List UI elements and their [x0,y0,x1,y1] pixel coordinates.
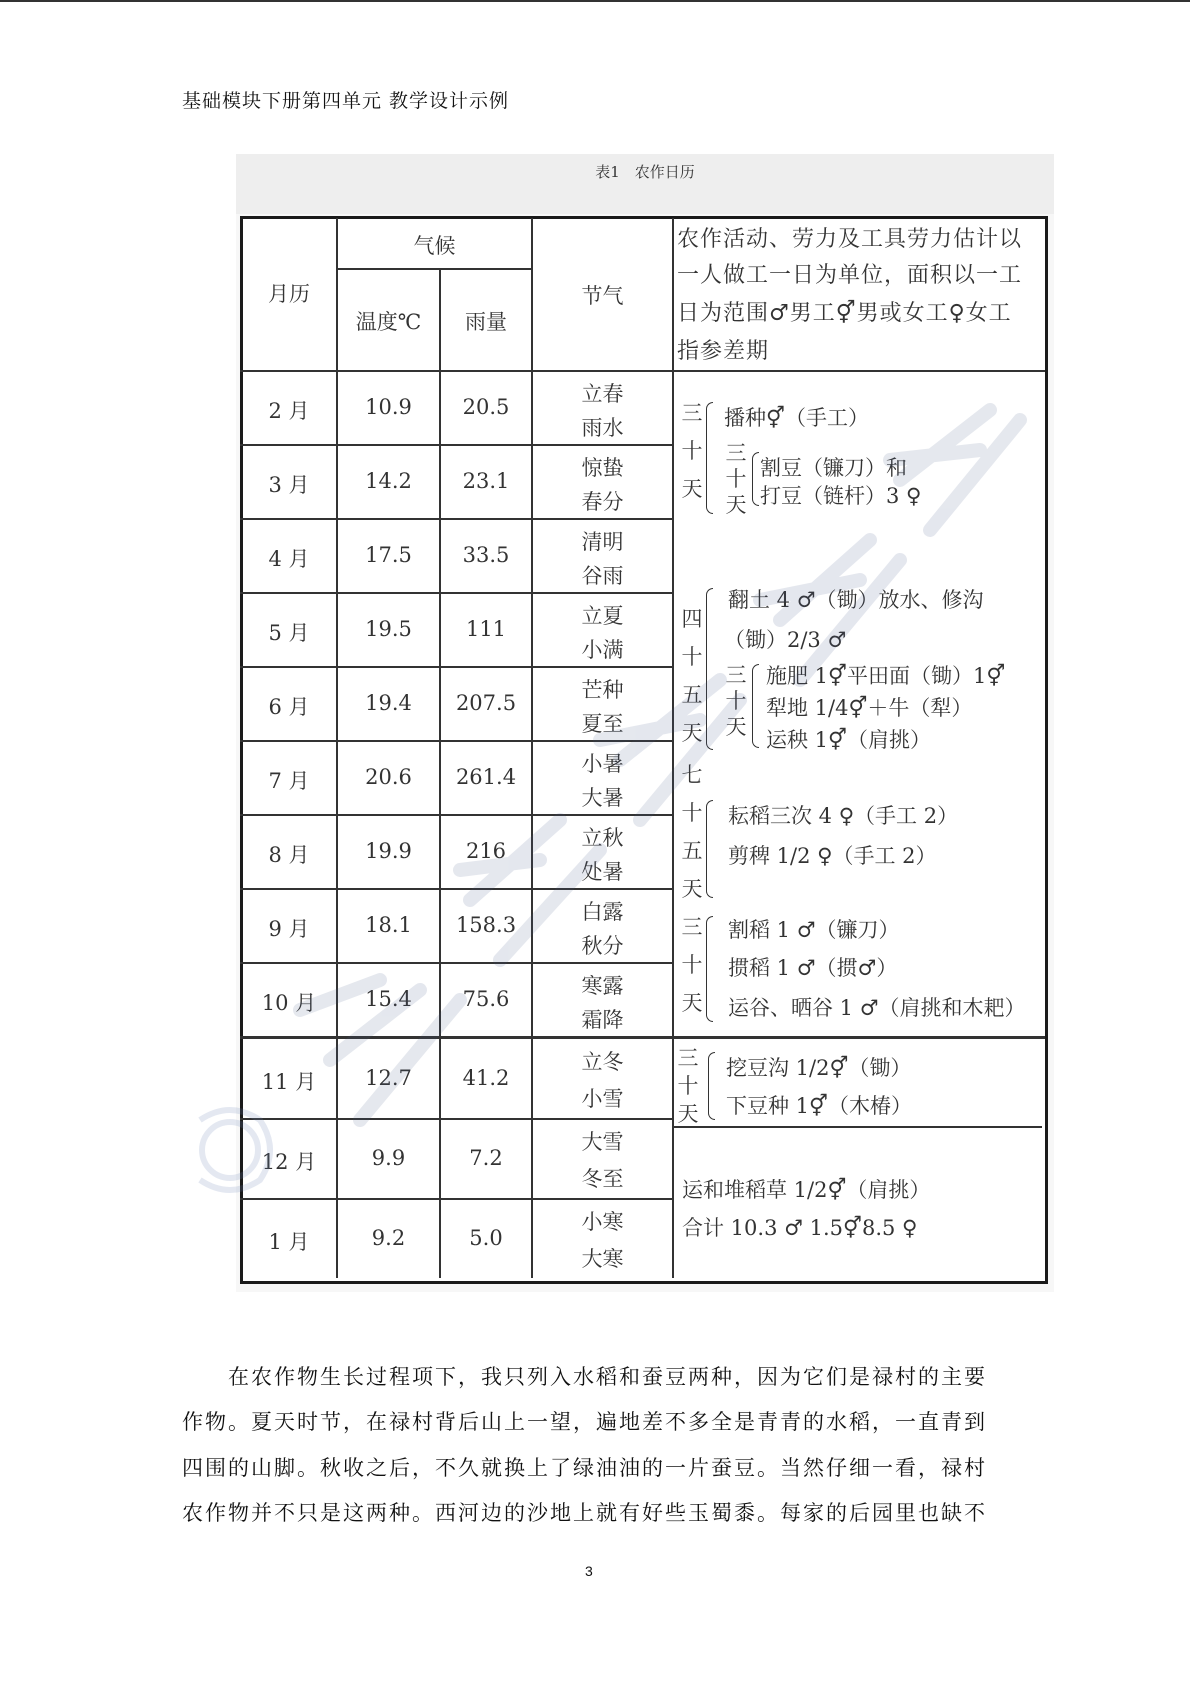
header-activity-line: 一人做工一日为单位，面积以一工 [677,263,1023,288]
row-line [240,444,672,446]
duration-label: 七 十 五 天 [681,763,703,901]
cell-solar-term: 芒种 [581,678,624,702]
table-caption: 表1 农作日历 [236,154,1054,214]
cell-temperature: 19.9 [365,839,412,863]
cell-rainfall: 111 [465,617,507,641]
cell-solar-term: 清明 [581,530,624,554]
cell-month: 10 月 [261,991,317,1015]
activity-item: 剪稗 1/2 ♀（手工 2） [728,844,937,868]
activity-item: 施肥 1⚥平田面（锄）1⚥ [766,664,1006,688]
cell-temperature: 20.6 [365,765,412,789]
cell-month: 4 月 [268,547,310,571]
header-temperature: 温度℃ [355,310,422,334]
cell-solar-term: 小雪 [581,1087,624,1111]
cell-month: 3 月 [268,473,310,497]
header-activity-line: 农作活动、劳力及工具劳力估计以 [677,227,1023,252]
paragraph-line: 在农作物生长过程项下，我只列入水稻和蚕豆两种，因为它们是禄村的主要 [228,1365,987,1389]
duration-label: 三 十 天 [677,1046,699,1126]
row-line [240,592,672,594]
paragraph-line: 农作物并不只是这两种。西河边的沙地上就有好些玉蜀黍。每家的后园里也缺不 [182,1501,987,1525]
cell-solar-term: 霜降 [581,1008,624,1032]
activity-item: 运和堆稻草 1/2⚥（肩挑） [682,1178,931,1202]
row-line [240,1198,672,1200]
cell-solar-term: 立春 [581,382,624,406]
brace [706,402,713,514]
cell-rainfall: 75.6 [462,987,510,1011]
cell-solar-term: 夏至 [581,712,624,736]
cell-temperature: 10.9 [365,395,412,419]
cell-month: 8 月 [268,843,310,867]
cell-month: 5 月 [268,621,310,645]
cell-month: 7 月 [268,769,310,793]
cell-solar-term: 大寒 [581,1247,624,1271]
row-line [240,888,672,890]
cell-rainfall: 33.5 [462,543,510,567]
cell-solar-term: 冬至 [581,1167,624,1191]
activity-total: 合计 10.3 ♂ 1.5⚥8.5 ♀ [682,1216,918,1240]
header-activity-line: 指参差期 [677,339,770,364]
activity-item: （锄）2/3 ♂ [724,628,847,652]
row-line [240,962,672,964]
cell-temperature: 9.9 [371,1146,406,1170]
activity-item: 打豆（链杆）3 ♀ [760,484,922,508]
row-line [240,518,672,520]
cell-solar-term: 小暑 [581,752,624,776]
row-line [240,1118,672,1120]
activity-item: 割豆（镰刀）和 [760,456,907,480]
cell-temperature: 15.4 [365,987,412,1011]
cell-solar-term: 寒露 [581,974,624,998]
cell-rainfall: 7.2 [469,1146,503,1170]
cell-month: 9 月 [268,917,310,941]
cell-rainfall: 216 [465,839,507,863]
activity-item: 下豆种 1⚥（木椿） [726,1094,912,1118]
page-header: 基础模块下册第四单元 教学设计示例 [182,90,510,112]
cell-month: 2 月 [268,399,310,423]
cell-solar-term: 小满 [581,638,624,662]
cell-solar-term: 立冬 [581,1050,624,1074]
header-month: 月历 [268,282,310,306]
brace [706,588,713,750]
activity-item: 运谷、晒谷 1 ♂（肩挑和木耙） [728,996,1026,1020]
activity-item: 运秧 1⚥（肩挑） [766,728,931,752]
activity-item: 挖豆沟 1/2⚥（锄） [726,1056,912,1080]
header-climate: 气候 [413,234,456,258]
cell-solar-term: 谷雨 [581,564,624,588]
header-activity-line: 日为范围♂男工⚥男或女工♀女工 [677,301,1012,326]
cell-solar-term: 立夏 [581,604,624,628]
cell-month: 1 月 [268,1230,310,1254]
duration-label: 三 十 天 [725,441,747,517]
cell-temperature: 12.7 [365,1066,412,1090]
cell-rainfall: 5.0 [469,1226,503,1250]
row-line [240,666,672,668]
cell-temperature: 19.5 [365,617,412,641]
cell-solar-term: 雨水 [581,416,624,440]
duration-label: 三 十 天 [681,915,703,1015]
cell-rainfall: 158.3 [455,913,517,937]
activity-item: 耘稻三次 4 ♀（手工 2） [728,804,959,828]
page-number: 3 [585,1563,593,1579]
activity-item: 播种⚥（手工） [724,406,869,430]
brace [708,1052,715,1120]
brace [752,664,759,748]
cell-temperature: 9.2 [371,1226,406,1250]
cell-rainfall: 207.5 [455,691,517,715]
cell-solar-term: 白露 [581,900,624,924]
activity-item: 犁地 1/4⚥＋牛（犁） [766,696,973,720]
header-bottom-line [240,370,1045,372]
top-border-line [0,0,1190,2]
section-break-line [240,1036,1045,1039]
cell-rainfall: 23.1 [462,469,510,493]
duration-label: 三 十 天 [681,401,703,501]
header-rainfall: 雨量 [465,310,507,334]
row-line [240,814,672,816]
cell-month: 12 月 [261,1150,317,1174]
header-solar-term: 节气 [581,284,624,308]
cell-temperature: 19.4 [365,691,412,715]
cell-temperature: 18.1 [365,913,412,937]
cell-solar-term: 小寒 [581,1210,624,1234]
cell-solar-term: 惊蛰 [581,456,624,480]
duration-label: 三 十 天 [725,663,747,739]
cell-month: 11 月 [261,1070,317,1094]
col-divider [672,218,674,1278]
cell-temperature: 14.2 [365,469,412,493]
cell-solar-term: 立秋 [581,826,624,850]
activity-item: 翻土 4 ♂（锄）放水、修沟 [728,588,984,612]
activity-item: 割稻 1 ♂（镰刀） [728,918,900,942]
cell-solar-term: 大雪 [581,1130,624,1154]
paragraph-line: 作物。夏天时节，在禄村背后山上一望，遍地差不多全是青青的水稻，一直青到 [182,1410,987,1434]
header-divider [336,268,531,270]
cell-solar-term: 处暑 [581,860,624,884]
cell-rainfall: 41.2 [462,1066,510,1090]
duration-label: 四 十 五 天 [681,607,703,745]
brace [752,452,759,506]
activity-item: 掼稻 1 ♂（掼♂） [728,956,898,980]
paragraph-line: 四围的山脚。秋收之后，不久就换上了绿油油的一片蚕豆。当然仔细一看，禄村 [182,1456,987,1480]
cell-rainfall: 20.5 [462,395,510,419]
activity-divider [672,1126,1042,1128]
brace [706,916,713,1022]
brace [706,800,713,898]
cell-rainfall: 261.4 [455,765,517,789]
cell-solar-term: 大暑 [581,786,624,810]
cell-solar-term: 秋分 [581,934,624,958]
cell-temperature: 17.5 [365,543,412,567]
row-line [240,740,672,742]
cell-month: 6 月 [268,695,310,719]
cell-solar-term: 春分 [581,490,624,514]
